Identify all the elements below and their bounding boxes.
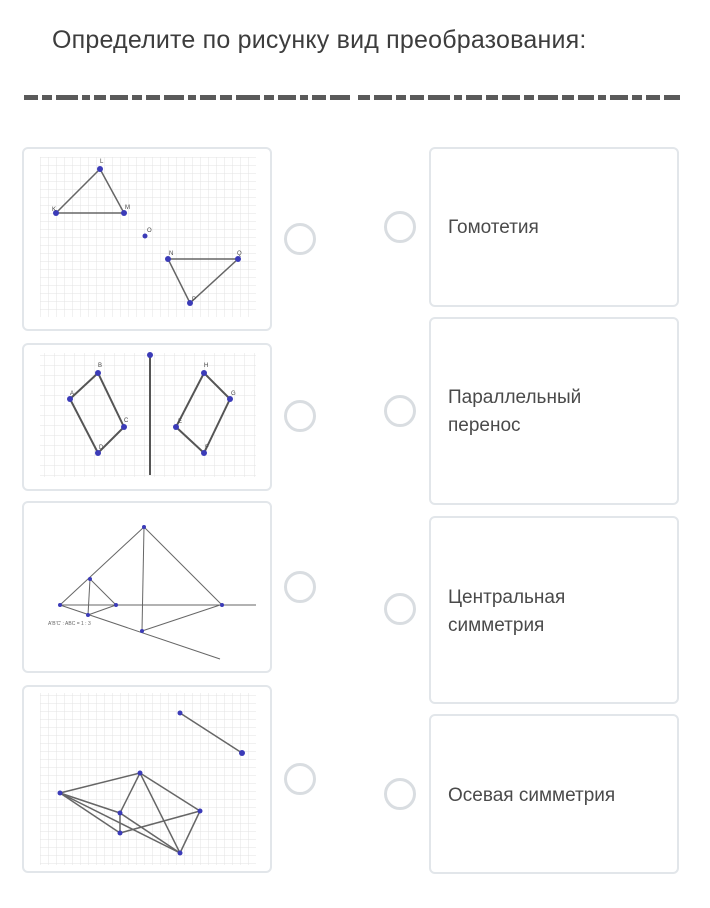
label-B: B xyxy=(98,363,103,369)
answer-line1: Осевая симметрия xyxy=(448,785,616,806)
answer-card-homothety[interactable] xyxy=(429,147,679,307)
figure-radio-3[interactable] xyxy=(284,571,316,603)
question-title: Определите по рисунку вид преобразования: xyxy=(52,26,587,54)
label-D: D xyxy=(99,445,104,451)
ratio-label: A'B'C' : ABC = 1 : 3 xyxy=(48,621,91,627)
answer-line2: симметрия xyxy=(448,615,545,636)
answer-radio-2[interactable] xyxy=(384,395,416,427)
label-H: H xyxy=(204,363,209,369)
answer-radio-4[interactable] xyxy=(384,778,416,810)
label-N: N xyxy=(169,251,174,257)
label-K: K xyxy=(52,207,57,213)
figure-radio-2[interactable] xyxy=(284,400,316,432)
label-C: C xyxy=(124,418,129,424)
answer-label xyxy=(448,384,581,440)
label-G: G xyxy=(231,391,236,397)
figure-homothety-triangles xyxy=(24,149,270,329)
answer-card-axial-symmetry[interactable] xyxy=(429,714,679,874)
answer-label xyxy=(448,782,615,810)
label-O: O xyxy=(147,228,152,234)
figure-card-4[interactable] xyxy=(22,685,272,873)
answer-card-parallel-translation[interactable] xyxy=(429,317,679,505)
label-E: E xyxy=(178,419,183,425)
answer-line1: Центральная xyxy=(448,587,566,608)
figure-card-3[interactable] xyxy=(22,501,272,673)
figure-card-1[interactable] xyxy=(22,147,272,331)
figure-parallel-translation xyxy=(24,687,270,871)
separator-dashes xyxy=(24,94,680,102)
figure-axial-symmetry xyxy=(24,345,270,489)
label-M: M xyxy=(125,205,130,211)
answer-line2: перенос xyxy=(448,415,521,436)
figure-homothety-construction xyxy=(24,503,270,671)
answer-line1: Гомотетия xyxy=(448,217,539,238)
answer-radio-3[interactable] xyxy=(384,593,416,625)
answer-radio-1[interactable] xyxy=(384,211,416,243)
label-Q: Q xyxy=(237,251,242,257)
figure-radio-4[interactable] xyxy=(284,763,316,795)
label-P: P xyxy=(192,297,197,303)
label-F: F xyxy=(205,445,209,451)
label-L: L xyxy=(100,159,104,165)
answer-label xyxy=(448,214,539,242)
label-A: A xyxy=(70,391,75,397)
answer-line1: Параллельный xyxy=(448,387,582,408)
figure-card-2[interactable] xyxy=(22,343,272,491)
answer-card-central-symmetry[interactable] xyxy=(429,516,679,704)
figure-radio-1[interactable] xyxy=(284,223,316,255)
answer-label xyxy=(448,584,565,640)
